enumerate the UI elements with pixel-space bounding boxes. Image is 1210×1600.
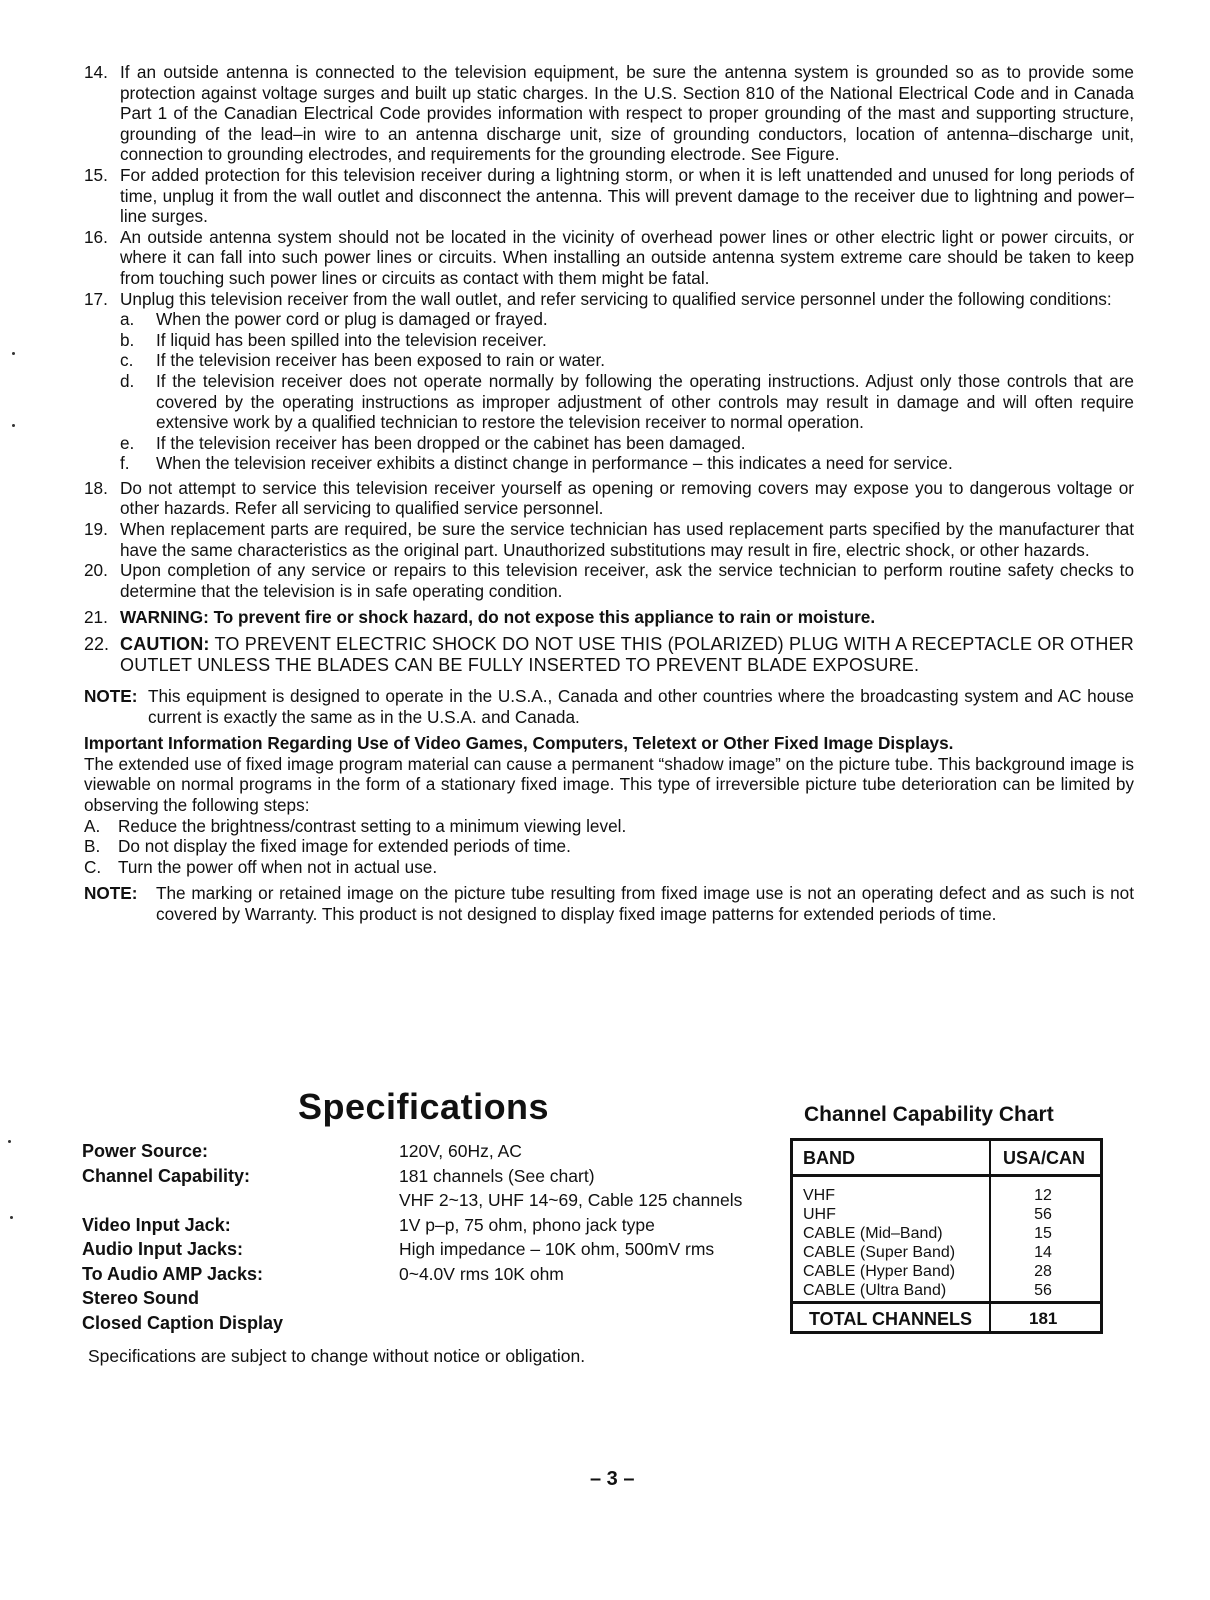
item-18: 18. Do not attempt to service this television receiver yourself as opening or removing covers may expose you to dangerous voltage or other hazards. Refer all servicing to qualified service personnel. [84,477,1134,519]
note-fixed-image: NOTE: The marking or retained image on the picture tube resulting from fixed image use is not an operating defect and as such is not covered by Warranty. This product is not designed to display fixed image patterns for extended periods of time. [84,883,1134,924]
chart-title: Channel Capability Chart [804,1103,1054,1126]
scan-speck [12,352,15,355]
spec-label: Channel Capability: [82,1165,251,1186]
count-column [1029,1186,1057,1300]
note-broadcasting: NOTE: This equipment is designed to operate in the U.S.A., Canada and other countries where the broadcasting system and AC house current is exactly the same as in the U.S.A. and Canada. [84,686,1134,727]
item-14: 14. If an outside antenna is connected to the television equipment, be sure the antenna system is grounded so as to provide some protection against voltage surges and built up static charges. In the U.S. Section 810 of the National Electrical Code and in Canada Part 1 of the Canadian Electrical Code provides information with respect to proper grounding of the mast and supporting structure, grounding of the lead–in wire to an antenna discharge unit, size of grounding conductors, location of antenna–discharge unit, connection to grounding electrodes, and requirements for the grounding electrode. See Figure. [84,62,1134,165]
sub-item-e: e. If the television receiver has been dropped or the cabinet has been damaged. [120,432,746,453]
scan-speck [8,1140,11,1143]
item-22-caution: 22. CAUTION: TO PREVENT ELECTRIC SHOCK DO NOT USE THIS (POLARIZED) PLUG WITH A RECEPTACLE OR OTHER OUTLET UNLESS THE BLADES CAN BE FULLY INSERTED TO PREVENT BLADE EXPOSURE. [84,634,1134,676]
table-cell: 14 [1034,1244,1052,1261]
table-row: CABLE (Mid–Band) [803,1225,943,1242]
table-cell: 56 [1034,1282,1052,1299]
sub-item-c: c. If the television receiver has been exposed to rain or water. [120,350,606,371]
table-row: CABLE (Ultra Band) [803,1282,947,1299]
spec-values [399,1139,742,1286]
header-usa-can: USA/CAN [1003,1148,1086,1168]
item-16: 16. An outside antenna system should not be located in the vicinity of overhead power lines or other electric light or power circuits, or where it can fall into such power lines or circuits. When installing an outside antenna system extreme care should be taken to keep from touching such power lines or circuits as contact with them might be fatal. [84,226,1134,288]
scan-speck [10,1216,13,1219]
sub-item-b: b. If liquid has been spilled into the television receiver. [120,329,547,350]
safety-instructions [84,62,1134,925]
important-paragraph: The extended use of fixed image program material can cause a permanent “shadow image” on the picture tube. This background image is viewable on normal programs in the form of a stationary fixed image. This type of irreversible picture tube deterioration can be limited by observing the following steps: [84,753,1134,815]
spec-value: 120V, 60Hz, AC [399,1141,522,1161]
table-row: UHF [803,1206,836,1223]
spec-label: Video Input Jack: [82,1214,231,1235]
total-divider [793,1301,1100,1304]
step-b: B. Do not display the fixed image for extended periods of time. [84,836,571,857]
table-header [793,1141,1100,1177]
spec-value: 0~4.0V rms 10K ohm [399,1263,564,1284]
spec-value: 181 channels (See chart) [399,1165,595,1186]
spec-value: VHF 2~13, UHF 14~69, Cable 125 channels [399,1190,743,1210]
important-heading: Important Information Regarding Use of Video Games, Computers, Teletext or Other Fixed Image Displays. [84,733,954,754]
item-15: 15. For added protection for this television receiver during a lightning storm, or when it is left unattended and unused for long periods of time, unplug it from the wall outlet and disconnect the antenna. This will prevent damage to the receiver due to lightning and power–line surges. [84,164,1134,227]
spec-label: Stereo Sound [82,1288,200,1308]
item-17: 17. Unplug this television receiver from the wall outlet, and refer servicing to qualified service personnel under the following conditions: a. When the power cord or plug is damaged or frayed. b. If liquid has been spilled into the television receiver. c. If the television receiver has been exposed to rain or water. d. If the television receiver does not operate normally by following the operating instructions. Adjust only those controls that are covered by the operating instructions as improper adjustment of other controls may result in damage and will often require extensive work by a qualified technician to restore the television receiver to normal operation. e. If the television receiver has been dropped or the cabinet has been damaged. f. When the television receiver exhibits a distinct change in performance – this indicates a need for service. [84,288,1134,474]
item-19: 19. When replacement parts are required, be sure the service technician has used replacement parts specified by the manufacturer that have the same characteristics as the original part. Unauthorized substitutions may result in fire, electric shock, or other hazards. [84,519,1134,560]
table-row: VHF [803,1187,835,1204]
item-20: 20. Upon completion of any service or repairs to this television receiver, ask the service technician to perform routine safety checks to determine that the television is in safe operating condition. [84,560,1134,601]
sub-item-d: d. If the television receiver does not operate normally by following the operating instructions. Adjust only those controls that are covered by the operating instructions as improper adjustment of other controls may result in damage and will often require extensive work by a qualified technician to restore the television receiver to normal operation. [120,370,1134,433]
sub-item-a: a. When the power cord or plug is damaged or frayed. [120,309,548,330]
header-band: BAND [803,1148,855,1168]
total-label: TOTAL CHANNELS [809,1309,973,1329]
total-value: 181 [1029,1309,1058,1328]
table-row: CABLE (Hyper Band) [803,1263,956,1280]
table-cell: 15 [1034,1225,1052,1242]
table-cell: 56 [1034,1206,1052,1223]
page-number: – 3 – [590,1468,635,1490]
step-a: A. Reduce the brightness/contrast setting to a minimum viewing level. [84,815,627,836]
spec-label: To Audio AMP Jacks: [82,1263,264,1284]
spec-label [82,1188,283,1213]
band-column [803,1186,955,1300]
spec-labels [82,1139,283,1335]
spec-label: Audio Input Jacks: [82,1239,244,1259]
table-cell: 28 [1034,1263,1052,1280]
scan-speck [12,424,15,427]
table-cell: 12 [1034,1187,1052,1204]
spec-label: Power Source: [82,1141,209,1161]
spec-value: 1V p–p, 75 ohm, phono jack type [399,1214,655,1235]
sub-item-f: f. When the television receiver exhibits a distinct change in performance – this indicates a need for service. [120,453,953,474]
spec-value: High impedance – 10K ohm, 500mV rms [399,1239,715,1259]
specifications-title: Specifications [298,1086,550,1127]
spec-label: Closed Caption Display [82,1312,284,1333]
spec-disclaimer: Specifications are subject to change without notice or obligation. [88,1346,586,1366]
item-21-warning: 21. WARNING: To prevent fire or shock hazard, do not expose this appliance to rain or moisture. [84,607,876,628]
channel-capability-table [790,1138,1103,1334]
table-row: CABLE (Super Band) [803,1244,956,1261]
step-c: C. Turn the power off when not in actual use. [84,856,438,877]
